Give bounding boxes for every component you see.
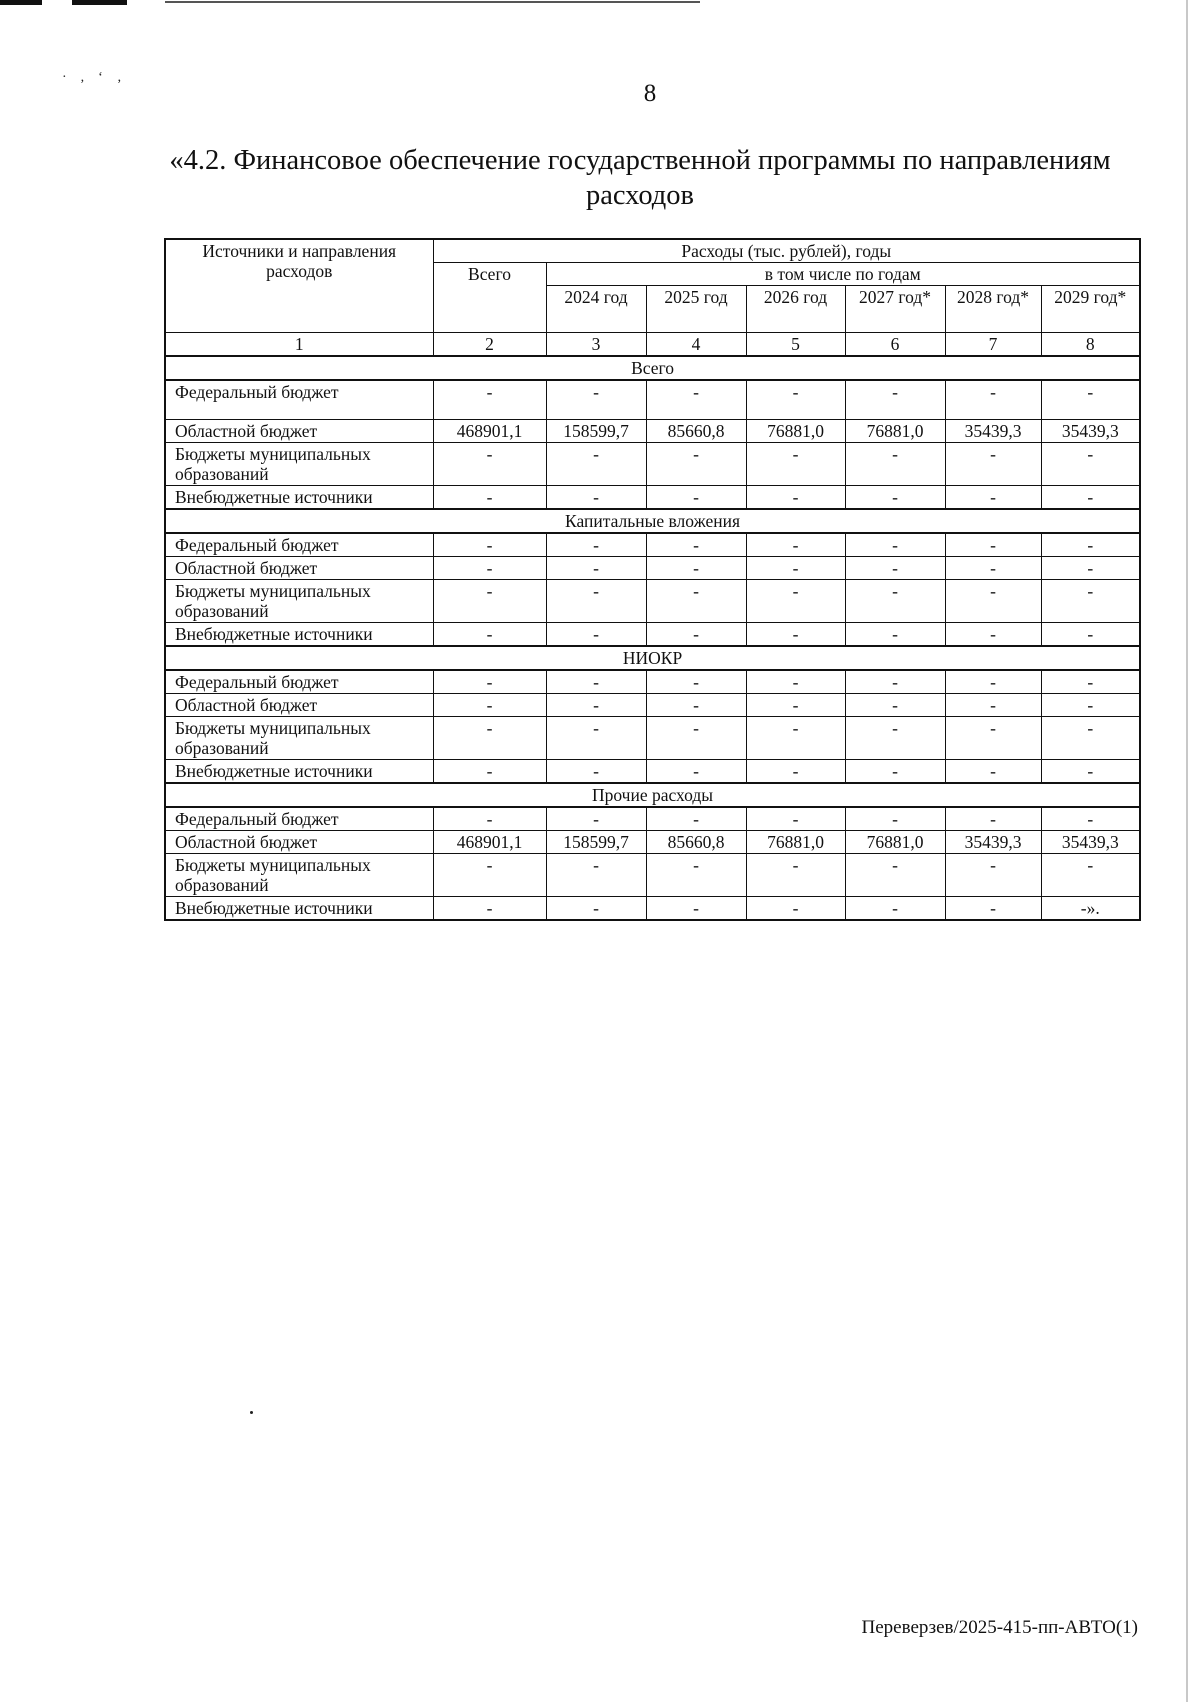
section-row [165,646,1140,670]
column-number: 8 [1041,333,1140,357]
value-cell: - [1041,694,1140,717]
scan-artifact-edge [1186,0,1188,1702]
value-cell: - [945,557,1041,580]
row-label: Федеральный бюджет [165,533,433,557]
page-number: 8 [643,80,657,107]
value-cell: - [646,897,746,921]
row-label: Областной бюджет [165,557,433,580]
value-cell: - [845,854,945,897]
section-row [165,509,1140,533]
value-cell: - [945,380,1041,420]
value-cell: - [433,760,546,784]
value-cell: - [1041,443,1140,486]
table-row [165,486,1140,510]
document-footer: Переверзев/2025-415-пп-АВТО(1) [861,1617,1138,1638]
column-number: 5 [746,333,845,357]
financing-table [164,238,1141,921]
value-cell: - [945,760,1041,784]
value-cell: - [546,533,646,557]
section-title: НИОКР [165,646,1140,670]
row-label: Внебюджетные источники [165,760,433,784]
value-cell: - [433,557,546,580]
value-cell: - [945,443,1041,486]
value-cell: - [433,670,546,694]
value-cell: - [433,623,546,647]
value-cell: - [845,486,945,510]
value-cell: - [746,897,845,921]
value-cell: - [746,623,845,647]
value-cell: 76881,0 [746,420,845,443]
value-cell: - [746,533,845,557]
value-cell: 158599,7 [546,420,646,443]
value-cell: - [646,557,746,580]
value-cell: - [1041,623,1140,647]
value-cell: - [746,717,845,760]
column-number: 3 [546,333,646,357]
value-cell: - [945,486,1041,510]
value-cell: - [1041,854,1140,897]
header-source-label: Источники и направления расходов [165,239,433,333]
column-number: 7 [945,333,1041,357]
value-cell: - [646,760,746,784]
table-row [165,831,1140,854]
value-cell: - [845,717,945,760]
value-cell: - [546,623,646,647]
table-row [165,807,1140,831]
value-cell: - [945,854,1041,897]
header-year: 2029 год* [1041,286,1140,333]
table-row [165,580,1140,623]
value-cell: - [433,380,546,420]
value-cell: - [646,854,746,897]
value-cell: - [746,694,845,717]
table-row [165,854,1140,897]
value-cell: 76881,0 [746,831,845,854]
value-cell: - [1041,557,1140,580]
value-cell: 468901,1 [433,420,546,443]
value-cell: - [1041,380,1140,420]
value-cell: - [845,623,945,647]
header-expenses-label: Расходы (тыс. рублей), годы [433,239,1140,263]
value-cell: - [546,760,646,784]
value-cell: - [845,897,945,921]
header-year: 2026 год [746,286,845,333]
section-title: «4.2. Финансовое обеспечение государственной программы по направлениям расходов [169,145,1111,211]
value-cell: 85660,8 [646,831,746,854]
table-row [165,670,1140,694]
value-cell: - [646,670,746,694]
value-cell: - [945,533,1041,557]
value-cell: - [945,580,1041,623]
table-row [165,694,1140,717]
value-cell: - [845,580,945,623]
value-cell: - [945,670,1041,694]
table-row [165,760,1140,784]
table-row [165,533,1140,557]
value-cell: - [945,807,1041,831]
table-row [165,557,1140,580]
row-label: Бюджеты муниципальных образований [165,717,433,760]
row-label: Областной бюджет [165,694,433,717]
value-cell: - [546,380,646,420]
value-cell: - [646,380,746,420]
header-year: 2028 год* [945,286,1041,333]
value-cell: - [746,670,845,694]
value-cell: - [646,443,746,486]
section-row [165,356,1140,380]
value-cell: - [746,486,845,510]
table-row [165,420,1140,443]
section-title: Всего [165,356,1140,380]
value-cell: 76881,0 [845,831,945,854]
row-label: Бюджеты муниципальных образований [165,443,433,486]
value-cell: 35439,3 [945,831,1041,854]
table-row [165,623,1140,647]
section-title: Прочие расходы [165,783,1140,807]
value-cell: - [546,486,646,510]
value-cell: - [646,533,746,557]
value-cell: 35439,3 [1041,831,1140,854]
value-cell: 35439,3 [945,420,1041,443]
value-cell: - [646,694,746,717]
scan-specks: ·,‘‚ [62,70,136,85]
value-cell: - [646,807,746,831]
value-cell: - [546,717,646,760]
column-number-row [165,333,1140,357]
value-cell: - [746,380,845,420]
header-year: 2027 год* [845,286,945,333]
value-cell: - [546,443,646,486]
row-label: Федеральный бюджет [165,380,433,420]
value-cell: 468901,1 [433,831,546,854]
value-cell: - [945,694,1041,717]
value-cell: 85660,8 [646,420,746,443]
value-cell: - [1041,486,1140,510]
value-cell: 158599,7 [546,831,646,854]
header-year: 2024 год [546,286,646,333]
value-cell: - [746,557,845,580]
value-cell: - [746,760,845,784]
header-year: 2025 год [646,286,746,333]
column-number: 1 [165,333,433,357]
value-cell: - [1041,670,1140,694]
scan-speck [250,1411,253,1414]
value-cell: 76881,0 [845,420,945,443]
value-cell: - [845,557,945,580]
value-cell: - [546,580,646,623]
value-cell: - [746,807,845,831]
value-cell: - [433,854,546,897]
header-total-label: Всего [433,263,546,333]
value-cell: - [1041,533,1140,557]
value-cell: - [845,670,945,694]
value-cell: - [845,533,945,557]
value-cell: - [1041,580,1140,623]
value-cell: - [746,580,845,623]
header-by-years-label: в том числе по годам [546,263,1140,286]
value-cell: - [433,580,546,623]
table-row [165,443,1140,486]
value-cell: - [433,533,546,557]
value-cell: - [845,694,945,717]
row-label: Внебюджетные источники [165,897,433,921]
row-label: Бюджеты муниципальных образований [165,854,433,897]
value-cell: - [433,717,546,760]
section-title: Капитальные вложения [165,509,1140,533]
value-cell: - [646,717,746,760]
row-label: Областной бюджет [165,831,433,854]
table-row [165,897,1140,921]
value-cell: - [1041,717,1140,760]
header-row [165,239,1140,263]
value-cell: - [845,380,945,420]
row-label: Внебюджетные источники [165,623,433,647]
section-row [165,783,1140,807]
value-cell: -». [1041,897,1140,921]
value-cell: - [845,760,945,784]
value-cell: - [1041,760,1140,784]
value-cell: - [546,670,646,694]
value-cell: - [433,486,546,510]
column-number: 6 [845,333,945,357]
value-cell: - [646,486,746,510]
value-cell: - [546,807,646,831]
value-cell: - [646,623,746,647]
value-cell: - [845,807,945,831]
value-cell: - [945,897,1041,921]
value-cell: - [433,443,546,486]
value-cell: - [1041,807,1140,831]
column-number: 4 [646,333,746,357]
row-label: Бюджеты муниципальных образований [165,580,433,623]
table-row [165,717,1140,760]
value-cell: - [546,557,646,580]
row-label: Областной бюджет [165,420,433,443]
row-label: Федеральный бюджет [165,807,433,831]
value-cell: - [546,694,646,717]
value-cell: - [746,443,845,486]
value-cell: - [646,580,746,623]
value-cell: 35439,3 [1041,420,1140,443]
value-cell: - [433,897,546,921]
value-cell: - [546,897,646,921]
column-number: 2 [433,333,546,357]
row-label: Федеральный бюджет [165,670,433,694]
table-row [165,380,1140,420]
row-label: Внебюджетные источники [165,486,433,510]
value-cell: - [746,854,845,897]
value-cell: - [845,443,945,486]
value-cell: - [433,694,546,717]
value-cell: - [945,717,1041,760]
value-cell: - [433,807,546,831]
value-cell: - [945,623,1041,647]
value-cell: - [546,854,646,897]
